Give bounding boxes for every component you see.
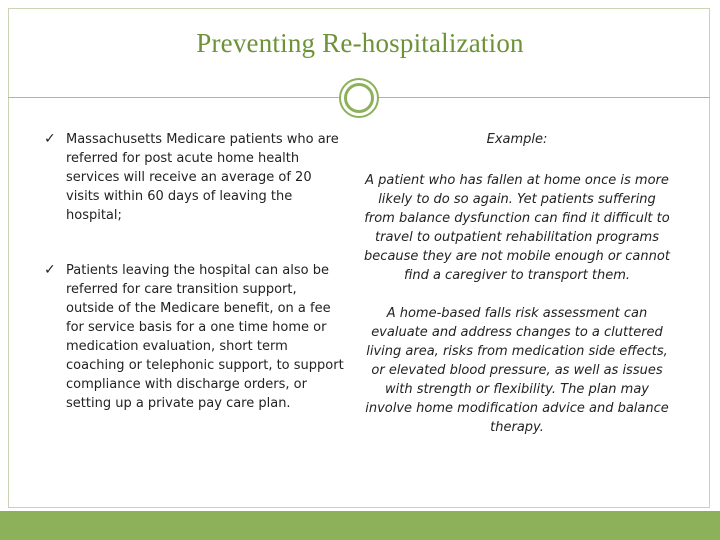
- bullet-text: Massachusetts Medicare patients who are referred for post acute home health services will receive an average of 20 visits within 60 days of leaving the hospital;: [66, 132, 339, 223]
- bullet-item: [44, 130, 344, 225]
- checkmark-icon: ✓: [44, 131, 56, 147]
- circle-ornament-ring: [344, 83, 374, 113]
- slide-title: Preventing Re-hospitalization: [196, 28, 524, 58]
- example-heading: Example:: [486, 132, 548, 147]
- circle-ornament-icon: [339, 78, 379, 118]
- bullet-text: Patients leaving the hospital can also be referred for care transition support, outside of the Medicare benefit, on a fee for service basis for a one time home or medication evaluation, short term coaching or telephonic support, to support compliance with discharge orders, or setting up a private pay care plan.: [66, 263, 344, 411]
- checkmark-icon: ✓: [44, 262, 56, 278]
- bullet-item: [44, 261, 344, 413]
- right-column: [364, 130, 670, 437]
- bottom-accent-bar: [0, 511, 720, 540]
- left-column: [44, 130, 344, 413]
- example-paragraph: A patient who has fallen at home once is more likely to do so again. Yet patients suffering from balance dysfunction can find it difficult to travel to outpatient rehabilitation programs because they are not mobile enough or cannot find a caregiver to transport them.: [364, 173, 670, 283]
- example-paragraph: A home-based falls risk assessment can evaluate and address changes to a cluttered living area, risks from medication side effects, or elevated blood pressure, as well as issues with strength or flexibility. The plan may involve home modification advice and balance therapy.: [365, 306, 669, 435]
